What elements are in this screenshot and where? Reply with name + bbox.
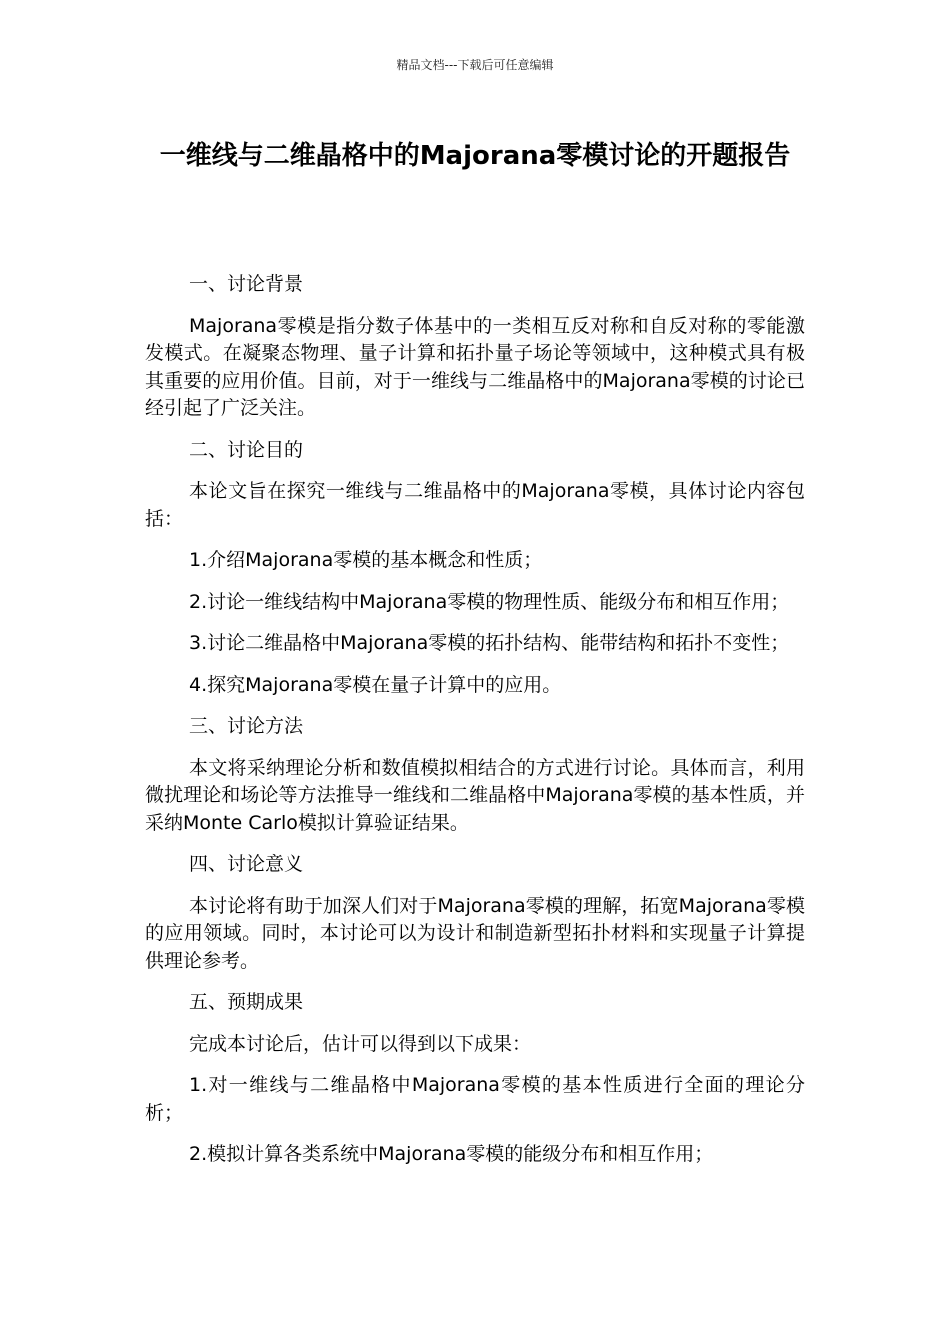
section-heading: 五、预期成果 [189, 991, 304, 1013]
document-body [145, 271, 805, 1183]
list-item: 2.模拟计算各类系统中Majorana零模的能级分布和相互作用； [189, 1143, 714, 1165]
page-header-note: 精品文档---下载后可任意编辑 [396, 58, 554, 72]
section-heading: 三、讨论方法 [189, 715, 304, 737]
paragraph: 本文将采纳理论分析和数值模拟相结合的方式进行讨论。具体而言，利用微扰理论和场论等方法推导一维线和二维晶格中Majorana零模的基本性质，并采纳Monte Carlo模拟计算验证结果。 [145, 756, 805, 834]
paragraph: 本论文旨在探究一维线与二维晶格中的Majorana零模，具体讨论内容包括： [145, 480, 805, 530]
section-heading: 二、讨论目的 [189, 438, 304, 461]
section-background [145, 271, 805, 423]
section-purpose [145, 437, 805, 700]
paragraph: Majorana零模是指分数子体基中的一类相互反对称和自反对称的零能激发模式。在凝聚态物理、量子计算和拓扑量子场论等领域中，这种模式具有极其重要的应用价值。目前，对于一维线与二维晶格中的Majorana零模的讨论已经引起了广泛关注。 [145, 314, 805, 419]
list-item: 2.讨论一维线结构中Majorana零模的物理性质、能级分布和相互作用； [189, 590, 790, 613]
paragraph: 完成本讨论后，估计可以得到以下成果： [189, 1032, 532, 1055]
list-item: 1.对一维线与二维晶格中Majorana零模的基本性质进行全面的理论分析； [145, 1074, 805, 1124]
document-title: 一维线与二维晶格中的Majorana零模讨论的开题报告 [159, 141, 791, 171]
list-item: 4.探究Majorana零模在量子计算中的应用。 [189, 673, 562, 696]
section-heading: 一、讨论背景 [189, 273, 304, 295]
section-expected-results [145, 989, 805, 1169]
section-significance [145, 851, 805, 975]
list-item: 1.介绍Majorana零模的基本概念和性质； [189, 549, 543, 571]
paragraph: 本讨论将有助于加深人们对于Majorana零模的理解，拓宽Majorana零模的应用领域。同时，本讨论可以为设计和制造新型拓扑材料和实现量子计算提供理论参考。 [145, 894, 805, 972]
section-method [145, 713, 805, 837]
list-item: 3.讨论二维晶格中Majorana零模的拓扑结构、能带结构和拓扑不变性； [189, 632, 790, 654]
section-heading: 四、讨论意义 [189, 853, 304, 875]
